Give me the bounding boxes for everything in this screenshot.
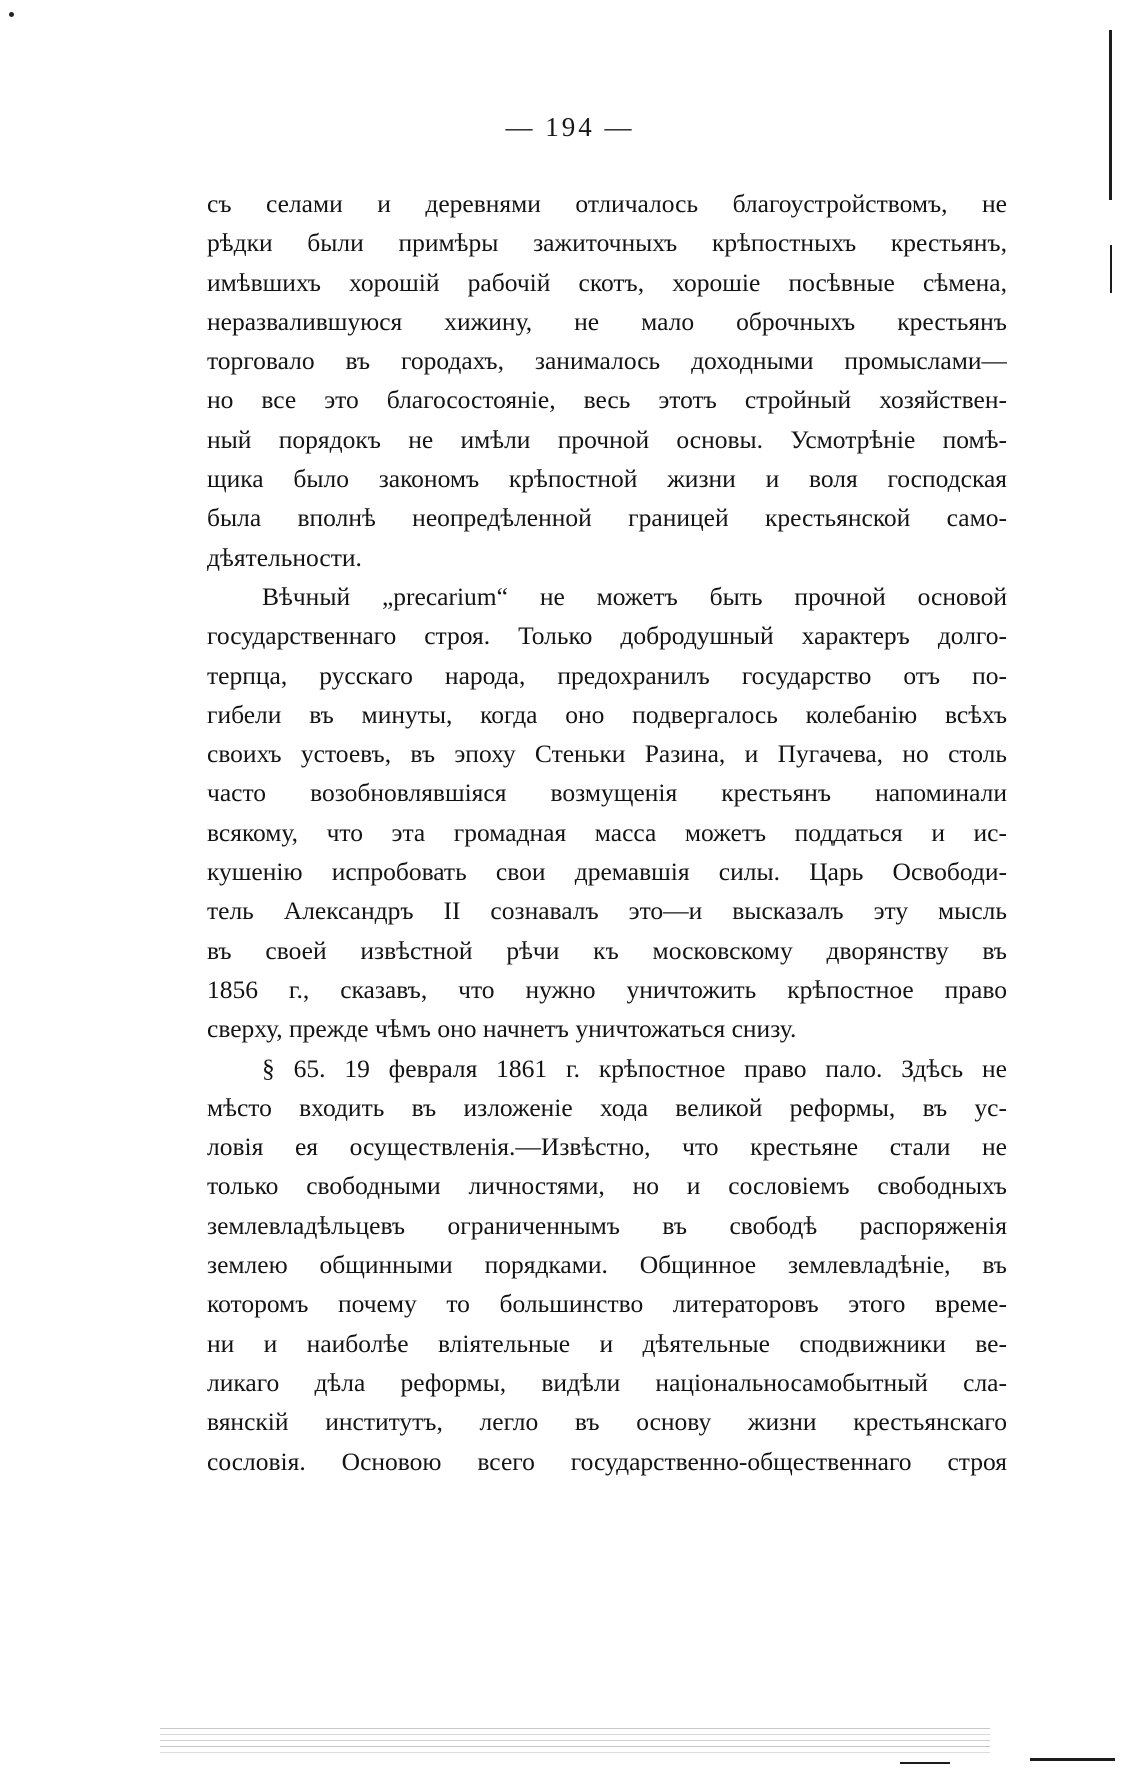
scan-artifact <box>160 1728 990 1729</box>
text-line: съ селами и деревнями отличалось благоустройствомъ, не <box>207 189 1007 218</box>
text-body <box>207 184 1007 1481</box>
text-line: щика было закономъ крѣпостной жизни и воля господская <box>207 464 1007 494</box>
text-line: торговало въ городахъ, занималось доходными промыслами— <box>207 346 1007 376</box>
text-line: Вѣчный „precarium“ не можетъ быть прочной основой <box>262 581 1007 611</box>
text-line: только свободными личностями, но и сословiемъ свободныхъ <box>207 1171 1007 1201</box>
text-line: часто возобновлявшiяся возмущенiя крестьянъ напоминали <box>207 778 1007 808</box>
text-line: сверху, прежде чѣмъ оно начнетъ уничтожаться снизу. <box>207 1014 797 1044</box>
text-line: имѣвшихъ хорошiй рабочiй скотъ, хорошiе посѣвные сѣмена, <box>207 267 1007 297</box>
text-line: мѣсто входить въ изложенiе хода великой реформы, въ ус- <box>207 1092 1007 1122</box>
text-line: землею общинными порядками. Общинное землевладѣнiе, въ <box>207 1250 1007 1280</box>
text-line: § 65. 19 февраля 1861 г. крѣпостное право пало. Здѣсь не <box>262 1053 1007 1083</box>
text-line: но все это благосостоянiе, весь этотъ стройный хозяйствен- <box>207 385 1007 415</box>
text-line: всякому, что эта громадная масса можетъ поддаться и ис- <box>207 817 1007 847</box>
text-line: ликаго дѣла реформы, видѣли нацiональносамобытный сла- <box>207 1367 1007 1397</box>
text-line: гибели въ минуты, когда оно подвергалось колебанiю всѣхъ <box>207 699 1007 729</box>
text-line: рѣдки были примѣры зажиточныхъ крѣпостныхъ крестьянъ, <box>207 228 1007 258</box>
page-edge-mark <box>1110 245 1112 293</box>
text-line: дѣятельности. <box>207 542 362 572</box>
text-line: неразвалившуюся хижину, не мало оброчныхъ крестьянъ <box>207 306 1007 336</box>
text-line: ловiя ея осуществленiя.—Извѣстно, что крестьяне стали не <box>207 1132 1007 1162</box>
text-line: своихъ устоевъ, въ эпоху Стеньки Разина, и Пугачева, но столь <box>207 739 1007 769</box>
text-line: вянскiй институтъ, легло въ основу жизни крестьянскаго <box>207 1407 1007 1437</box>
text-line: въ своей извѣстной рѣчи къ московскому дворянству въ <box>207 935 1007 965</box>
scan-artifact <box>160 1740 990 1741</box>
scan-edge-line <box>1030 1758 1115 1761</box>
text-line: тель Александръ II сознавалъ это—и высказалъ эту мысль <box>207 896 1007 926</box>
scan-speck <box>9 12 14 17</box>
text-line: ный порядокъ не имѣли прочной основы. Усмотрѣнiе помѣ- <box>207 424 1007 454</box>
text-line: 1856 г., сказавъ, что нужно уничтожить крѣпостное право <box>207 974 1007 1004</box>
text-line: кушенiю испробовать свои дремавшiя силы. Царь Освободи- <box>207 857 1007 887</box>
text-line: сословiя. Основою всего государственно-общественнаго строя <box>207 1446 1007 1476</box>
text-line: государственнаго строя. Только добродушный характеръ долго- <box>207 621 1007 651</box>
scan-artifact <box>160 1734 990 1735</box>
text-line: которомъ почему то большинство литераторовъ этого време- <box>207 1289 1007 1319</box>
text-line: была вполнѣ неопредѣленной границей крестьянской само- <box>207 503 1007 533</box>
text-line: землевладѣльцевъ ограниченнымъ въ свободѣ распоряженiя <box>207 1210 1007 1240</box>
text-line: ни и наиболѣе влiятельные и дѣятельные сподвижники ве- <box>207 1328 1007 1358</box>
page-number: — 194 — <box>505 112 635 142</box>
scan-artifact <box>160 1752 990 1753</box>
text-line: терпца, русскаго народа, предохранилъ государство отъ по- <box>207 660 1007 690</box>
scan-edge-line <box>900 1762 950 1764</box>
scan-artifact <box>160 1746 990 1747</box>
